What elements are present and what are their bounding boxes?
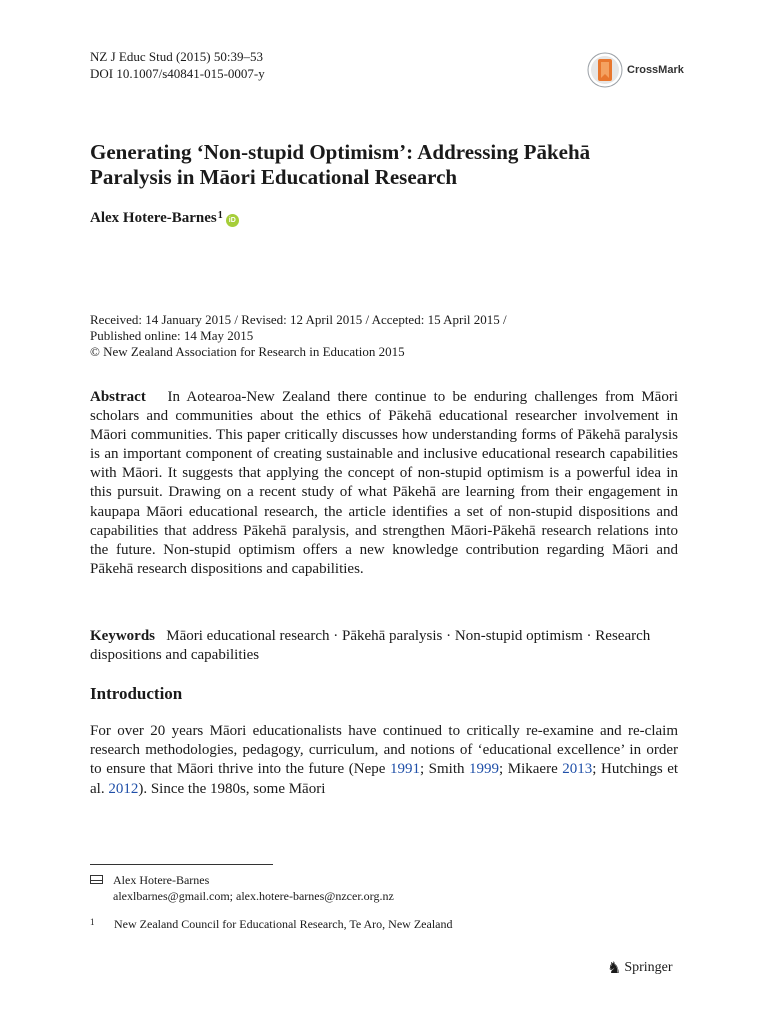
affiliation-note — [90, 916, 452, 932]
dates-published: Published online: 14 May 2015 — [90, 328, 254, 343]
citation-link[interactable]: 1999 — [469, 761, 500, 778]
publication-dates — [90, 312, 690, 360]
envelope-icon — [90, 875, 103, 884]
journal-citation: NZ J Educ Stud (2015) 50:39–53 — [90, 49, 263, 64]
intro-text: ; Hutchings et al. — [90, 761, 679, 797]
crossmark-label: CrossMark — [627, 64, 684, 76]
contact-name: Alex Hotere-Barnes — [113, 873, 210, 887]
publisher-logo — [607, 958, 673, 978]
author-line — [90, 210, 239, 227]
article-title — [90, 140, 690, 190]
intro-text: ; Mikaere — [499, 761, 563, 778]
intro-text: ; Smith — [419, 761, 470, 778]
doi[interactable]: DOI 10.1007/s40841-015-0007-y — [90, 66, 265, 81]
contact-emails[interactable]: alexlbarnes@gmail.com; alex.hotere-barnes@nzcer.org.nz — [113, 889, 394, 903]
citation-link[interactable]: 2012 — [108, 780, 139, 797]
keywords — [90, 627, 678, 665]
affiliation-mark: 1 — [217, 210, 223, 221]
footnote-divider — [90, 864, 273, 865]
author-name: Alex Hotere-Barnes — [90, 210, 217, 226]
crossmark-icon — [587, 52, 623, 88]
abstract — [90, 388, 678, 579]
corresponding-author-note — [90, 872, 394, 904]
title-line: Generating ‘Non-stupid Optimism’: Addressing Pākehā — [90, 140, 591, 164]
citation-link[interactable]: 2013 — [562, 761, 593, 778]
copyright: © New Zealand Association for Research in Education 2015 — [90, 344, 405, 359]
intro-text: For over 20 years Māori educationalists have continued to critically re-examine and re-claim research methodologies, pedagogy, curriculum, and notions of ‘educational excellence’ in order to ensure that Māori thrive into the future (Nepe — [90, 723, 678, 778]
abstract-text: In Aotearoa-New Zealand there continue to be enduring challenges from Māori scholars and communities about the ethics of Pākehā educational researcher involvement in Māori communities. This paper critically discusses how understanding forms of Pākehā paralysis is an important component of creating sustainable and inclusive educational research capabilities with Māori. It suggests that applying the concept of non-stupid optimism is a powerful idea in this pursuit. Drawing on a recent study of what Pākehā are learning from their engagement in kaupapa Māori educational research, the article identifies a set of non-stupid dispositions and capabilities that address Pākehā paralysis, and strengthen Māori-Pākehā research relations into the future. Non-stupid optimism offers a new knowledge contribution regarding Māori and Pākehā research dispositions and capabilities. — [90, 389, 679, 577]
citation-link[interactable]: 1991 — [389, 761, 420, 778]
intro-text: ). Since the 1980s, some Māori — [138, 780, 326, 797]
keywords-text: Māori educational research · Pākehā paralysis · Non-stupid optimism · Research dispositions and capabilities — [90, 628, 651, 663]
title-line: Paralysis in Māori Educational Research — [90, 165, 458, 189]
orcid-icon[interactable]: iD — [226, 214, 239, 227]
affiliation-text: New Zealand Council for Educational Research, Te Aro, New Zealand — [114, 917, 453, 931]
dates-received-revised-accepted: Received: 14 January 2015 / Revised: 12 April 2015 / Accepted: 15 April 2015 / — [90, 312, 507, 327]
abstract-label: Abstract — [90, 389, 146, 405]
springer-horse-icon: ♞ — [607, 960, 622, 977]
publisher-name: Springer — [624, 960, 673, 975]
journal-header — [90, 48, 265, 82]
crossmark-badge[interactable] — [587, 52, 684, 88]
section-heading-introduction: Introduction — [90, 684, 183, 703]
affiliation-number: 1 — [90, 917, 95, 927]
keywords-label: Keywords — [90, 628, 155, 644]
introduction-paragraph — [90, 722, 678, 799]
